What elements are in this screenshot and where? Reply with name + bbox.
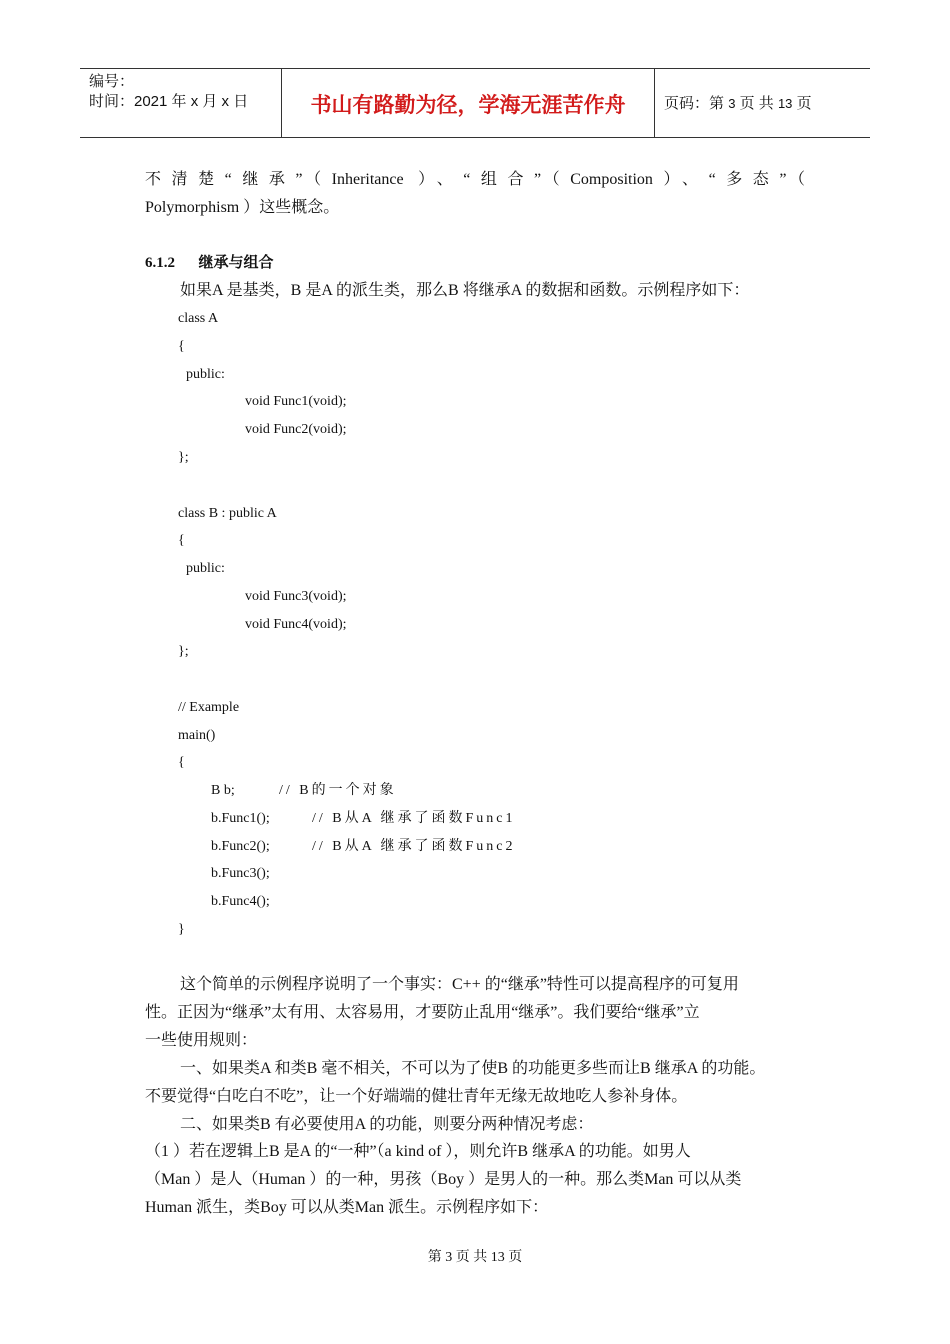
case-1-line-3: Human 派生，类Boy 可以从类Man 派生。示例程序如下： (145, 1199, 549, 1216)
code-line: public: (186, 561, 225, 576)
code-line: }; (178, 644, 189, 659)
header-page-info (664, 94, 812, 114)
page-suffix: 页 (796, 95, 812, 112)
page-footer: 第 3 页 共 13 页 (427, 1250, 523, 1265)
code-line: void Func1(void); (245, 394, 347, 409)
code-line: void Func2(void); (245, 422, 347, 437)
page-prefix: 页码：第 (664, 95, 725, 112)
code-line: main() (178, 728, 216, 743)
code-line: public: (186, 367, 225, 382)
document-number-label: 编号： (89, 73, 135, 90)
paragraph-2-line-3: 一些使用规则： (145, 1032, 258, 1049)
rule-1-line-1: 一、如果类A 和类B 毫不相关，不可以为了使B 的功能更多些而让B 继承A 的功能。 (180, 1060, 766, 1077)
code-line: b.Func4(); (211, 894, 270, 909)
code-line: B b; (211, 783, 235, 798)
code-line: // Example (178, 700, 240, 715)
code-line: b.Func1(); (211, 811, 270, 826)
header-meta (89, 72, 248, 112)
code-line: void Func4(void); (245, 617, 347, 632)
code-line: class A (178, 311, 219, 326)
code-line: b.Func2(); (211, 839, 270, 854)
code-line: { (178, 533, 185, 548)
section-number: 6.1.2 (145, 255, 175, 271)
page-total: 13 (777, 96, 793, 111)
rule-2: 二、如果类B 有必要使用A 的功能，则要分两种情况考虑： (180, 1116, 594, 1133)
case-1-line-2: （Man ）是人（Human ）的一种，男孩（Boy ）是男人的一种。那么类Man 可以从类 (145, 1171, 742, 1188)
paragraph-2-line-2: 性。正因为“继承”太有用、太容易用，才要防止乱用“继承”。我们要给“继承”立 (145, 1004, 700, 1021)
page-current: 3 (728, 96, 736, 111)
section-heading (145, 253, 274, 273)
code-line: b.Func3(); (211, 866, 270, 881)
intro-line-1: 不清楚“继承”（Inheritance ）、“组合”（Composition）、“多态”（ (145, 171, 805, 188)
code-line: } (178, 922, 185, 937)
code-line: { (178, 755, 185, 770)
section-title: 继承与组合 (198, 255, 274, 271)
code-line: class B : public A (178, 506, 277, 521)
code-line: }; (178, 450, 189, 465)
code-comment: // B的一个对象 (279, 783, 397, 798)
page-mid: 页 共 (739, 95, 774, 112)
code-line: { (178, 339, 185, 354)
paragraph-2-line-1: 这个简单的示例程序说明了一个事实：C++ 的“继承”特性可以提高程序的可复用 (180, 976, 739, 993)
intro-line-2: Polymorphism ）这些概念。 (145, 199, 340, 216)
header-divider-right (654, 69, 655, 137)
case-1-line-1: （1 ）若在逻辑上B 是A 的“一种”（a kind of ），则允许B 继承A 的功能。如男人 (145, 1143, 691, 1160)
code-comment: // B从A 继承了函数Func1 (312, 811, 516, 826)
code-line: void Func3(void); (245, 589, 347, 604)
code-comment: // B从A 继承了函数Func2 (312, 839, 516, 854)
document-time-label: 时间：2021 年 x 月 x 日 (89, 93, 249, 110)
page-header (80, 68, 870, 138)
paragraph-1: 如果A 是基类，B 是A 的派生类，那么B 将继承A 的数据和函数。示例程序如下： (180, 282, 750, 299)
rule-1-line-2: 不要觉得“白吃白不吃”，让一个好端端的健壮青年无缘无故地吃人参补身体。 (145, 1088, 688, 1105)
header-motto: 书山有路勤为径，学海无涯苦作舟 (310, 93, 626, 117)
